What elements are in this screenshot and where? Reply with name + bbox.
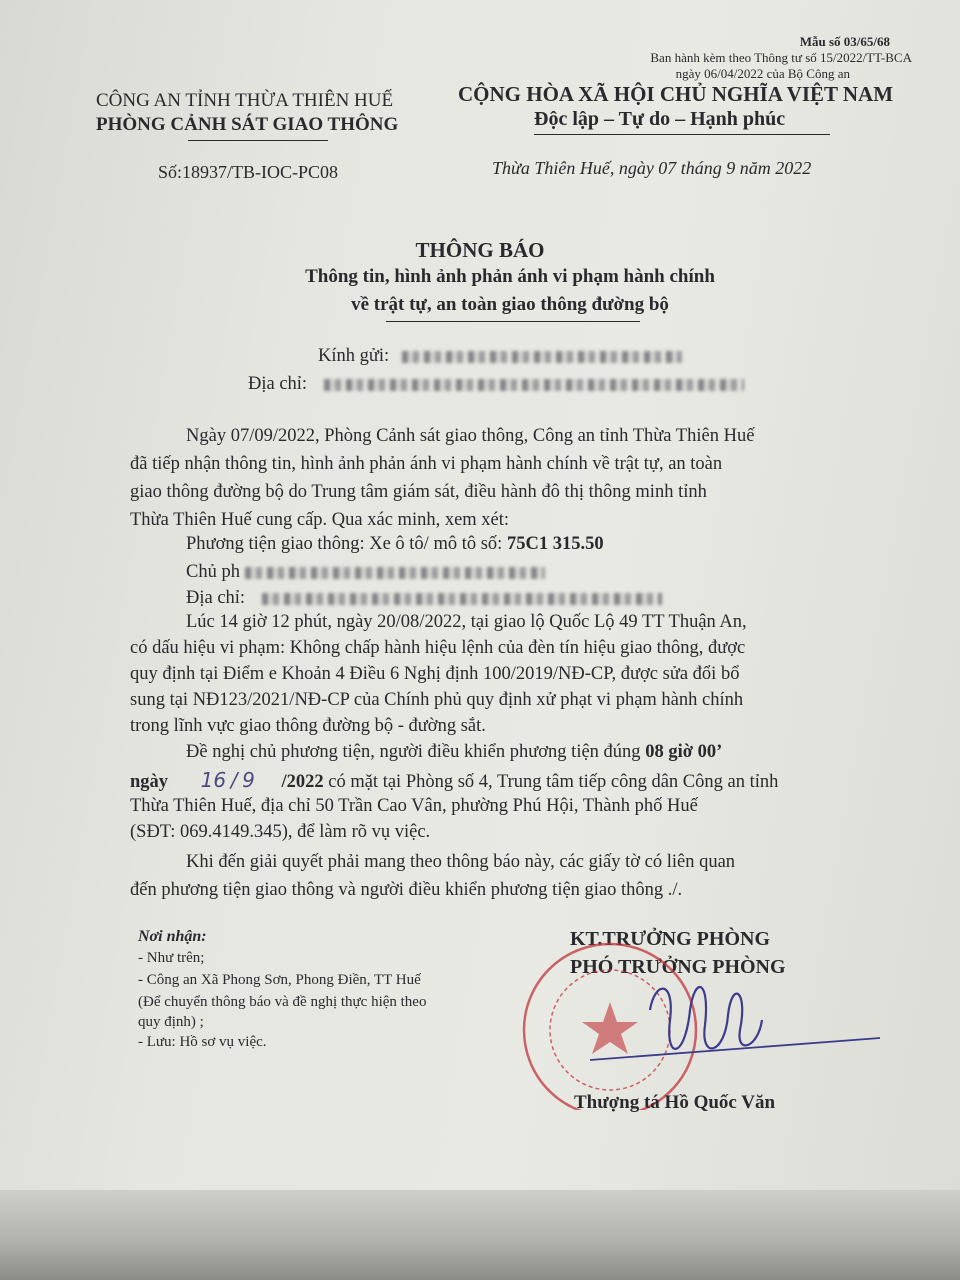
handwritten-slash: / — [230, 768, 238, 792]
recipients-line5: - Lưu: Hồ sơ vụ việc. — [138, 1034, 267, 1050]
document-title: THÔNG BÁO — [415, 238, 545, 262]
page-shadow — [0, 1190, 960, 1280]
republic-line1: CỘNG HÒA XÃ HỘI CHỦ NGHĨA VIỆT NAM — [458, 82, 894, 106]
address-row — [248, 374, 744, 395]
recipient-label: Kính gửi: — [318, 346, 390, 366]
recipient-row — [318, 346, 682, 367]
para1-line3: giao thông đường bộ do Trung tâm giám sát, điều hành đô thị thông minh tỉnh — [130, 482, 707, 502]
republic-motto: Độc lập – Tự do – Hạnh phúc — [534, 108, 786, 130]
recipients-line4: quy định) ; — [138, 1014, 204, 1030]
redacted-address — [324, 379, 744, 391]
plate-number: 75C1 315.50 — [506, 534, 604, 554]
para1-line4: Thừa Thiên Huế cung cấp. Qua xác minh, xem xét: — [130, 510, 510, 530]
vehicle-row — [186, 534, 604, 555]
recipients-line2: - Công an Xã Phong Sơn, Phong Điền, TT Huế — [138, 972, 421, 988]
document-subtitle-2: về trật tự, an toàn giao thông đường bộ — [351, 294, 669, 315]
form-number: Mẫu số 03/65/68 — [799, 34, 890, 49]
para4-line1: Khi đến giải quyết phải mang theo thông báo này, các giấy tờ có liên quan — [186, 852, 736, 872]
para2-line5: trong lĩnh vực giao thông đường bộ - đường sắt. — [130, 716, 486, 736]
document-number: Số:18937/TB-IOC-PC08 — [158, 162, 339, 182]
day-label: ngày — [130, 772, 169, 792]
para2-line4: sung tại NĐ123/2021/NĐ-CP của Chính phủ quy định xử phạt vi phạm hành chính — [130, 690, 744, 710]
vehicle-label: Phương tiện giao thông: Xe ô tô/ mô tô số: — [186, 534, 503, 554]
official-stamp-and-signature — [500, 920, 900, 1110]
appointment-year: /2022 — [281, 772, 324, 792]
para3-line1 — [186, 742, 722, 763]
document-subtitle-1: Thông tin, hình ảnh phản ánh vi phạm hành chính — [305, 266, 715, 287]
redacted-recipient — [402, 351, 682, 363]
handwritten-month: 9 — [242, 768, 255, 792]
para3-line4: (SĐT: 069.4149.345), để làm rõ vụ việc. — [130, 822, 431, 842]
handwritten-day: 16 — [200, 768, 227, 792]
para2-line1: Lúc 14 giờ 12 phút, ngày 20/08/2022, tại giao lộ Quốc Lộ 49 TT Thuận An, — [186, 612, 747, 632]
owner-label: Chủ ph — [186, 562, 240, 582]
para4-line2: đến phương tiện giao thông và người điều khiển phương tiện giao thông ./. — [130, 880, 683, 900]
subtitle-underline — [386, 321, 640, 322]
agency-line2: PHÒNG CẢNH SÁT GIAO THÔNG — [96, 114, 399, 135]
agency-line1: CÔNG AN TỈNH THỪA THIÊN HUẾ — [96, 90, 394, 111]
appointment-time: 08 giờ 00’ — [645, 742, 723, 762]
recipients-title: Nơi nhận: — [138, 928, 207, 945]
signer-name: Thượng tá Hồ Quốc Văn — [574, 1092, 776, 1113]
form-issued-with: Ban hành kèm theo Thông tư số 15/2022/TT-BCA — [650, 50, 912, 65]
recipients-line3: (Để chuyển thông báo và đề nghị thực hiện theo — [138, 994, 427, 1010]
signature-title-2: PHÓ TRƯỞNG PHÒNG — [570, 956, 786, 978]
para3-line3: Thừa Thiên Huế, địa chỉ 50 Trần Cao Vân, phường Phú Hội, Thành phố Huế — [130, 796, 698, 816]
place-date: Thừa Thiên Huế, ngày 07 tháng 9 năm 2022 — [492, 158, 812, 178]
para3-location: có mặt tại Phòng số 4, Trung tâm tiếp công dân Công an tỉnh — [328, 772, 779, 792]
para1-line2: đã tiếp nhận thông tin, hình ảnh phản ánh vi phạm hành chính về trật tự, an toàn — [130, 454, 723, 474]
address-label: Địa chỉ: — [248, 374, 308, 394]
agency-underline — [188, 140, 328, 141]
owner-address-row — [186, 588, 662, 609]
form-issued-date: ngày 06/04/2022 của Bộ Công an — [675, 66, 850, 81]
redacted-owner-address — [262, 593, 662, 605]
signature-scribble — [650, 987, 762, 1049]
para3-text: Đề nghị chủ phương tiện, người điều khiển phương tiện đúng — [186, 742, 641, 762]
redacted-owner — [245, 567, 545, 579]
owner-address-label: Địa chỉ: — [186, 588, 246, 608]
para1-line1: Ngày 07/09/2022, Phòng Cảnh sát giao thông, Công an tỉnh Thừa Thiên Huế — [186, 426, 755, 446]
signature-title-1: KT.TRƯỞNG PHÒNG — [570, 928, 770, 950]
para2-line3: quy định tại Điểm e Khoản 4 Điều 6 Nghị định 100/2019/NĐ-CP, được sửa đổi bổ — [130, 664, 740, 684]
owner-row — [186, 562, 545, 583]
para2-line2: có dấu hiệu vi phạm: Không chấp hành hiệu lệnh của đèn tín hiệu giao thông, được — [130, 638, 746, 658]
motto-underline — [534, 134, 830, 135]
para3-line2 — [130, 768, 778, 793]
recipients-line1: - Như trên; — [138, 950, 205, 966]
